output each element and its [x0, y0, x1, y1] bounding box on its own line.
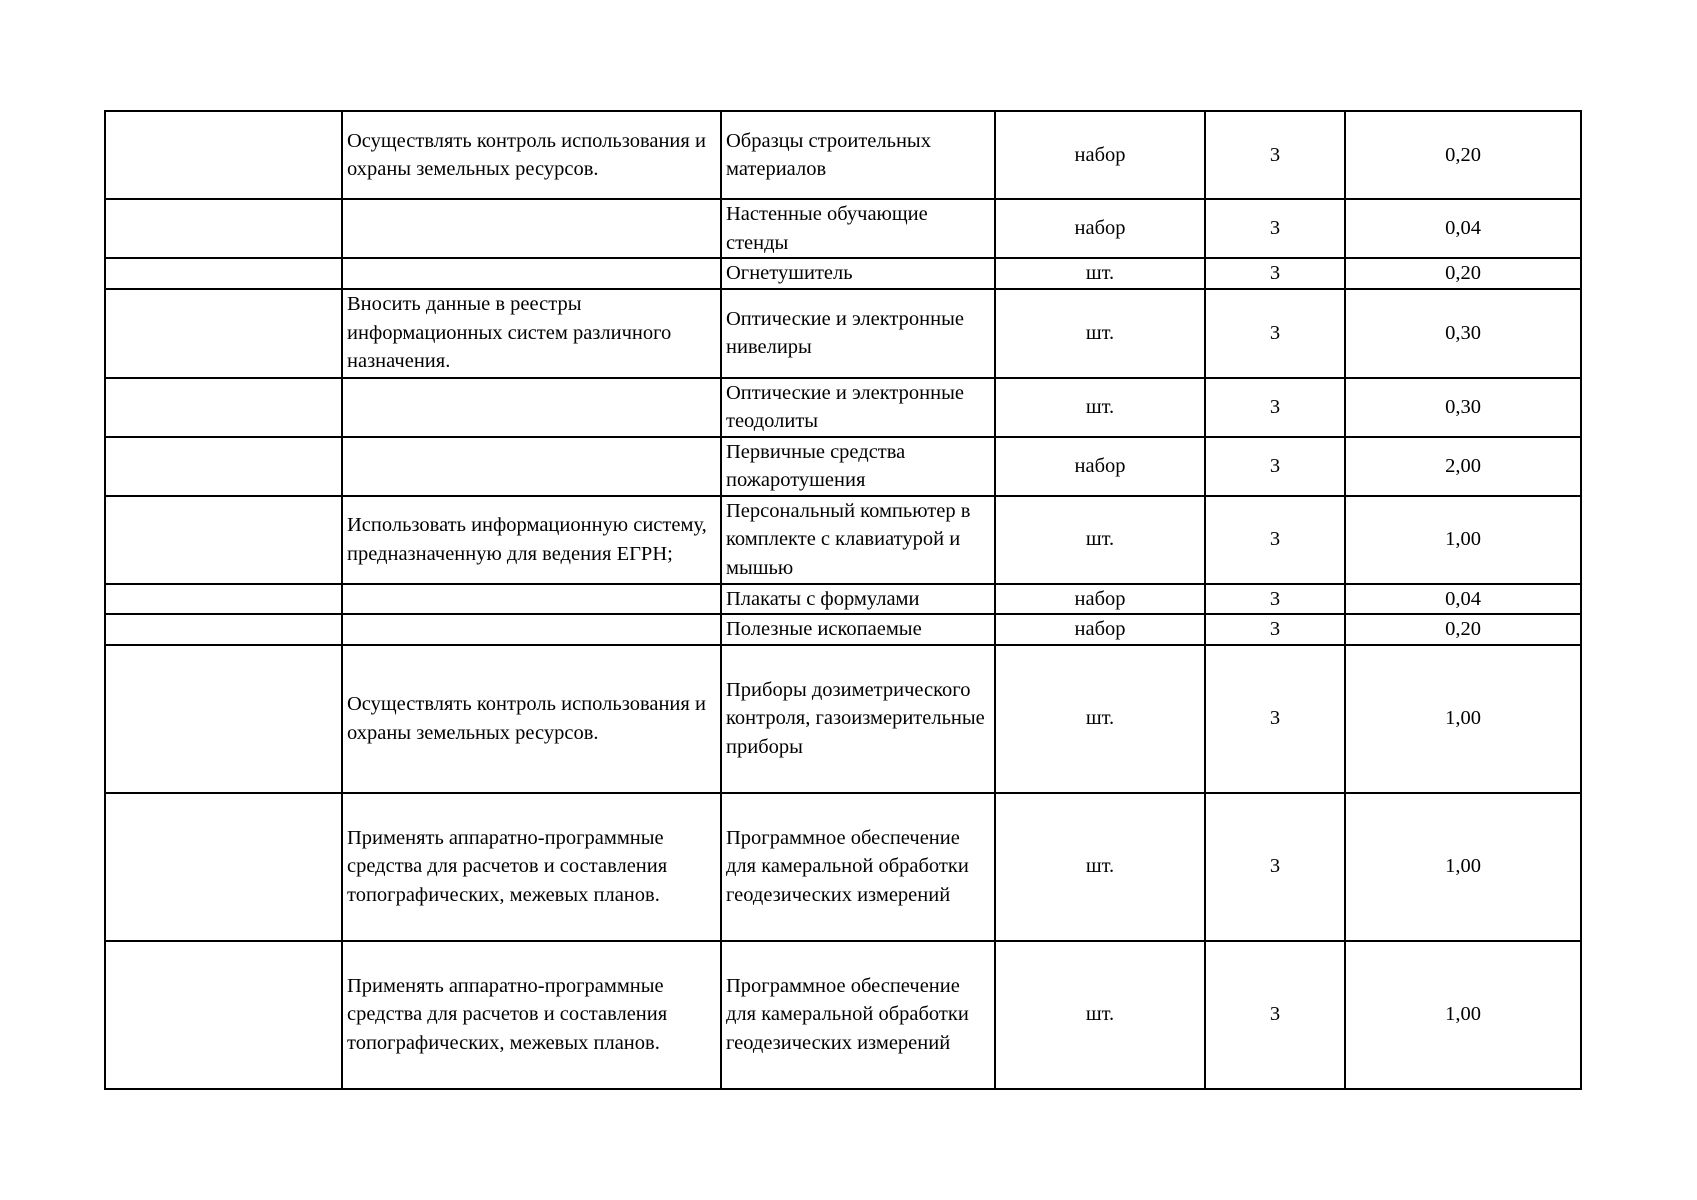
cell-norm: 2,00 [1345, 437, 1581, 496]
cell-unit: шт. [995, 941, 1205, 1089]
cell-number [105, 645, 342, 793]
cell-unit: шт. [995, 793, 1205, 941]
table-row [105, 496, 1581, 584]
cell-number [105, 111, 342, 199]
cell-unit: набор [995, 437, 1205, 496]
cell-unit: шт. [995, 496, 1205, 584]
cell-quantity: 3 [1205, 289, 1345, 378]
cell-equipment: Приборы дозиметрического контроля, газоизмерительные приборы [721, 645, 995, 793]
cell-norm: 1,00 [1345, 941, 1581, 1089]
cell-skill: Использовать информационную систему, предназначенную для ведения ЕГРН; [342, 496, 721, 584]
cell-skill [342, 584, 721, 615]
cell-skill: Осуществлять контроль использования и охраны земельных ресурсов. [342, 111, 721, 199]
cell-quantity: 3 [1205, 645, 1345, 793]
table-row [105, 199, 1581, 258]
cell-quantity: 3 [1205, 437, 1345, 496]
cell-number [105, 496, 342, 584]
cell-equipment: Оптические и электронные теодолиты [721, 378, 995, 437]
cell-quantity: 3 [1205, 199, 1345, 258]
cell-equipment: Образцы строительных материалов [721, 111, 995, 199]
cell-quantity: 3 [1205, 941, 1345, 1089]
cell-number [105, 584, 342, 615]
cell-quantity: 3 [1205, 793, 1345, 941]
cell-unit: шт. [995, 258, 1205, 289]
cell-norm: 0,30 [1345, 289, 1581, 378]
cell-unit: набор [995, 614, 1205, 645]
table-row [105, 584, 1581, 615]
cell-equipment: Программное обеспечение для камеральной обработки геодезических измерений [721, 941, 995, 1089]
table-row [105, 111, 1581, 199]
cell-unit: шт. [995, 645, 1205, 793]
cell-equipment: Огнетушитель [721, 258, 995, 289]
cell-unit: набор [995, 584, 1205, 615]
cell-unit: набор [995, 199, 1205, 258]
cell-number [105, 437, 342, 496]
cell-skill [342, 258, 721, 289]
cell-equipment: Первичные средства пожаротушения [721, 437, 995, 496]
table-row [105, 645, 1581, 793]
table-row [105, 289, 1581, 378]
cell-skill: Применять аппаратно-программные средства для расчетов и составления топографических, межевых планов. [342, 793, 721, 941]
cell-number [105, 941, 342, 1089]
cell-quantity: 3 [1205, 496, 1345, 584]
table-row [105, 437, 1581, 496]
cell-equipment: Персональный компьютер в комплекте с клавиатурой и мышью [721, 496, 995, 584]
table-row [105, 941, 1581, 1089]
table-row [105, 614, 1581, 645]
cell-skill: Осуществлять контроль использования и охраны земельных ресурсов. [342, 645, 721, 793]
cell-number [105, 793, 342, 941]
equipment-table [104, 110, 1582, 1090]
cell-unit: шт. [995, 378, 1205, 437]
cell-equipment: Плакаты с формулами [721, 584, 995, 615]
cell-norm: 0,30 [1345, 378, 1581, 437]
cell-skill [342, 614, 721, 645]
cell-number [105, 258, 342, 289]
cell-skill: Вносить данные в реестры информационных систем различного назначения. [342, 289, 721, 378]
cell-equipment: Настенные обучающие стенды [721, 199, 995, 258]
cell-equipment: Полезные ископаемые [721, 614, 995, 645]
cell-quantity: 3 [1205, 584, 1345, 615]
cell-skill [342, 378, 721, 437]
cell-quantity: 3 [1205, 614, 1345, 645]
cell-quantity: 3 [1205, 378, 1345, 437]
cell-equipment: Оптические и электронные нивелиры [721, 289, 995, 378]
cell-norm: 0,20 [1345, 614, 1581, 645]
cell-unit: шт. [995, 289, 1205, 378]
cell-quantity: 3 [1205, 258, 1345, 289]
cell-norm: 0,04 [1345, 199, 1581, 258]
table-row [105, 378, 1581, 437]
cell-norm: 0,20 [1345, 111, 1581, 199]
cell-norm: 1,00 [1345, 496, 1581, 584]
cell-norm: 1,00 [1345, 645, 1581, 793]
cell-number [105, 378, 342, 437]
cell-skill [342, 199, 721, 258]
cell-norm: 1,00 [1345, 793, 1581, 941]
cell-norm: 0,20 [1345, 258, 1581, 289]
table-row [105, 793, 1581, 941]
cell-skill: Применять аппаратно-программные средства для расчетов и составления топографических, межевых планов. [342, 941, 721, 1089]
cell-equipment: Программное обеспечение для камеральной обработки геодезических измерений [721, 793, 995, 941]
cell-unit: набор [995, 111, 1205, 199]
cell-quantity: 3 [1205, 111, 1345, 199]
cell-number [105, 614, 342, 645]
cell-number [105, 289, 342, 378]
table-row [105, 258, 1581, 289]
cell-number [105, 199, 342, 258]
cell-norm: 0,04 [1345, 584, 1581, 615]
cell-skill [342, 437, 721, 496]
